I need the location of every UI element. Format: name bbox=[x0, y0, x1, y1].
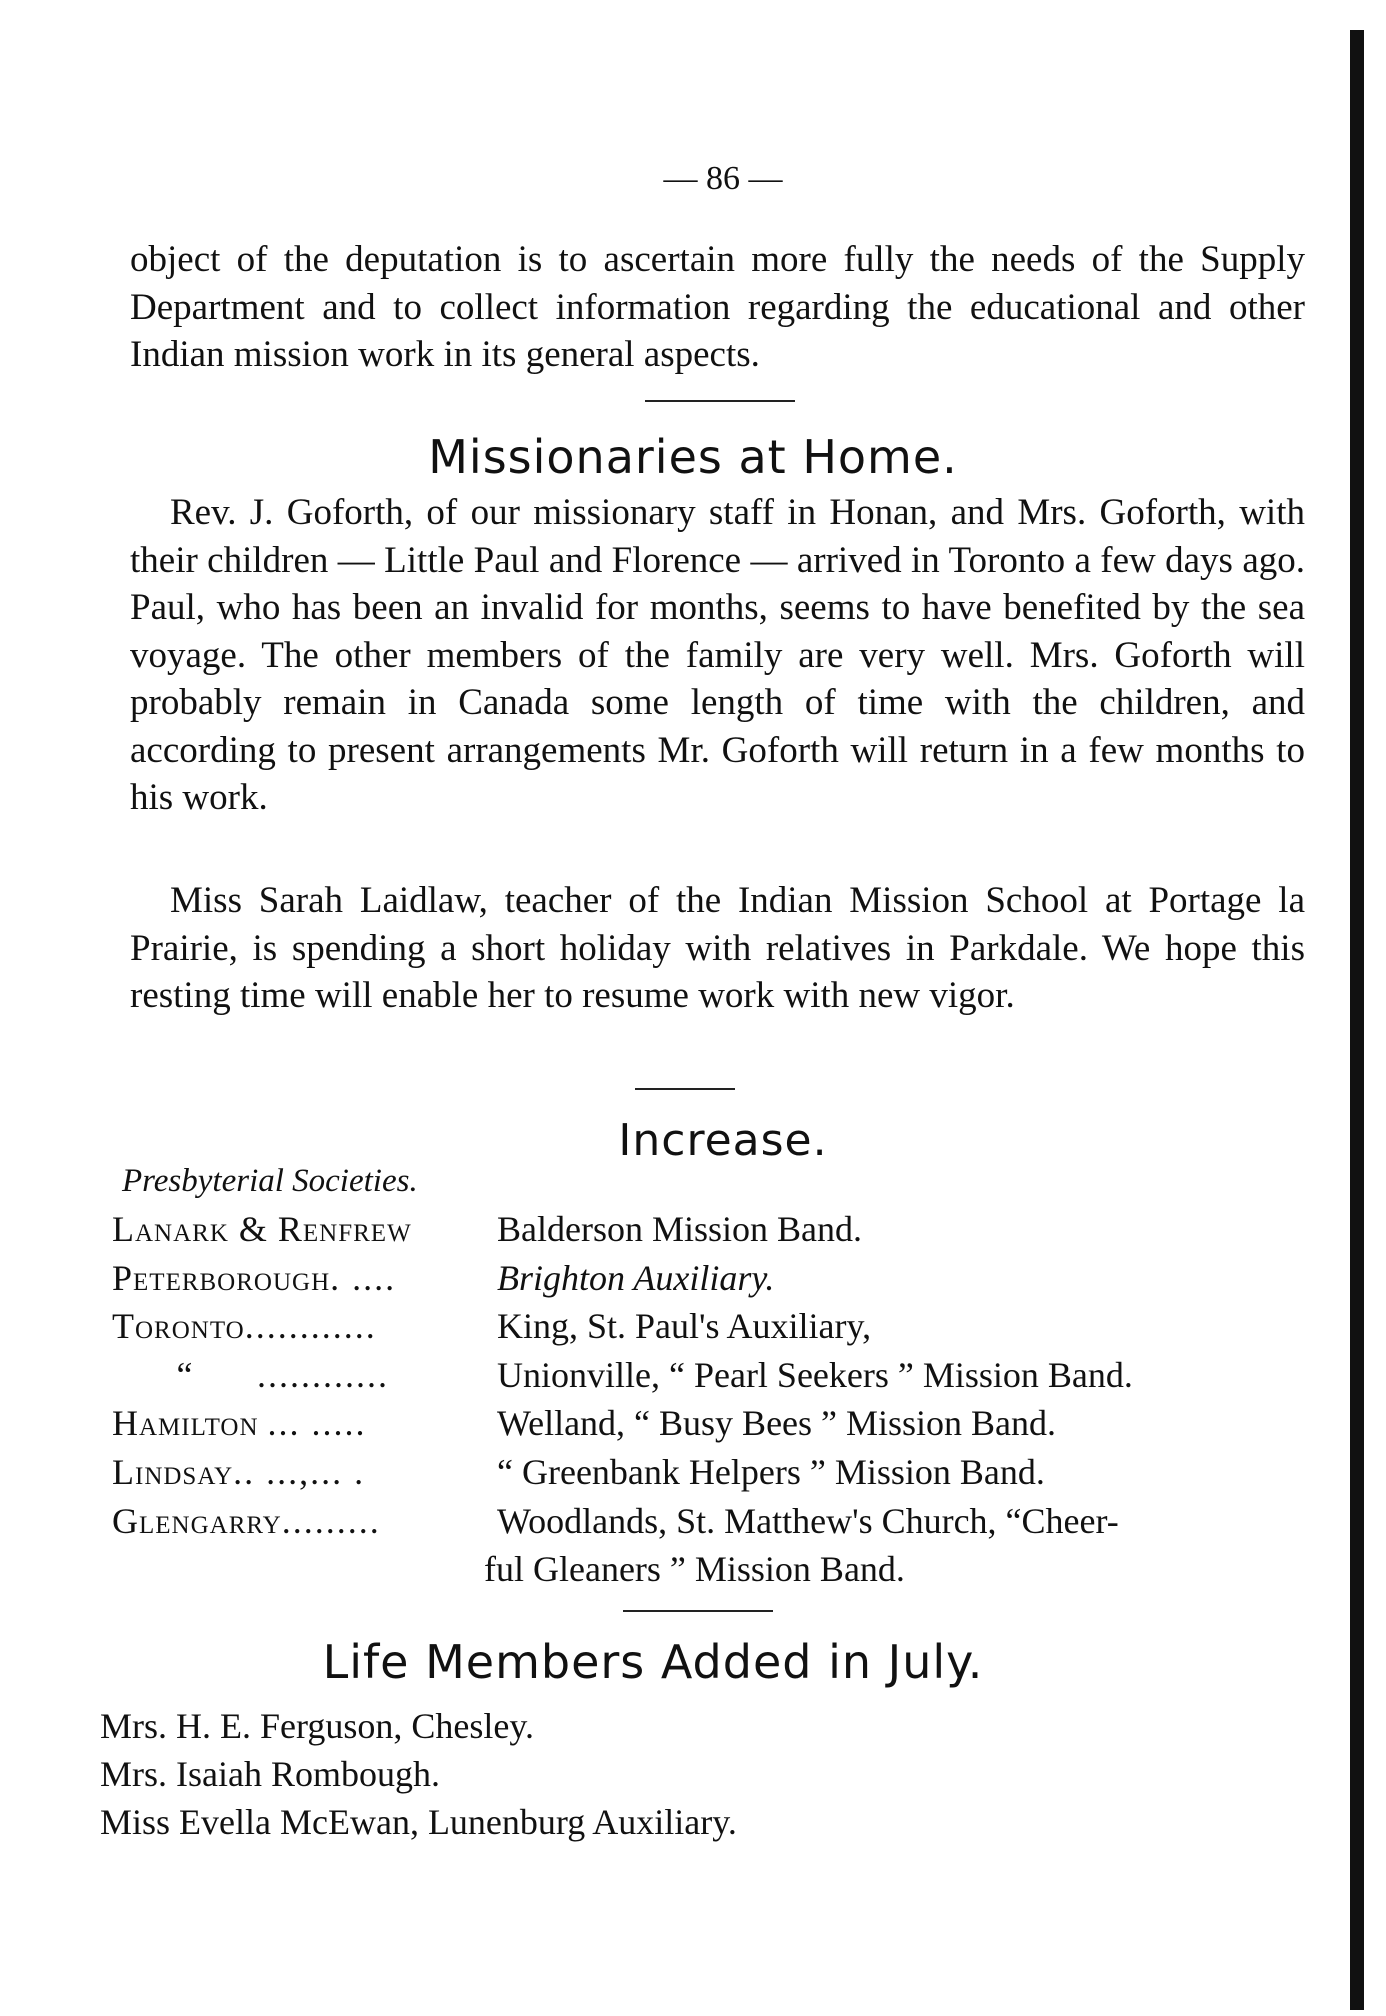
society-name: Lanark & Renfrew bbox=[112, 1209, 412, 1249]
list-item: Mrs. Isaiah Rombough. bbox=[100, 1754, 440, 1794]
list-item bbox=[112, 1257, 775, 1299]
society-entry: King, St. Paul's Auxiliary, bbox=[497, 1306, 872, 1346]
page-edge-bar bbox=[1350, 30, 1364, 2010]
missionaries-paragraph-2: Miss Sarah Laidlaw, teacher of the Indian Mission School at Portage la Prairie, is spending a short holiday with relatives in Parkdale. We hope this resting time will enable her to resume work with new vigor. bbox=[130, 880, 1305, 1016]
leader-dots: ......... bbox=[281, 1501, 381, 1541]
section-divider bbox=[635, 1088, 735, 1090]
list-item: Miss Evella McEwan, Lunenburg Auxiliary. bbox=[100, 1802, 737, 1842]
increase-heading: Increase. bbox=[618, 1115, 828, 1166]
list-item bbox=[112, 1402, 1057, 1444]
society-entry-continued: ful Gleaners ” Mission Band. bbox=[484, 1549, 905, 1589]
list-item bbox=[112, 1354, 1133, 1396]
section-divider bbox=[623, 1610, 773, 1612]
leader-dots: ............ bbox=[257, 1355, 389, 1395]
society-entry: Woodlands, St. Matthew's Church, “Cheer- bbox=[497, 1501, 1119, 1541]
ditto-mark: “ bbox=[176, 1355, 193, 1395]
list-item bbox=[112, 1305, 872, 1347]
society-entry: Unionville, “ Pearl Seekers ” Mission Band. bbox=[497, 1355, 1133, 1395]
life-members-heading: Life Members Added in July. bbox=[322, 1635, 984, 1689]
society-name: Hamilton bbox=[112, 1403, 259, 1443]
list-item: Mrs. H. E. Ferguson, Chesley. bbox=[100, 1706, 534, 1746]
society-entry: Brighton Auxiliary. bbox=[497, 1258, 775, 1298]
section-divider bbox=[645, 400, 795, 402]
leader-dots: ... ..... bbox=[267, 1403, 367, 1443]
leader-dots: . .... bbox=[330, 1258, 397, 1298]
list-item bbox=[112, 1500, 1119, 1542]
intro-paragraph: object of the deputation is to ascertain more fully the needs of the Supply Department and to collect information regarding the educational and other Indian mission work in its general aspects. bbox=[130, 239, 1305, 375]
society-name: Peterborough bbox=[112, 1258, 331, 1298]
list-item bbox=[112, 1451, 1045, 1493]
society-entry: Balderson Mission Band. bbox=[497, 1209, 862, 1249]
society-entry: Welland, “ Busy Bees ” Mission Band. bbox=[497, 1403, 1057, 1443]
society-name: Glengarry bbox=[112, 1501, 282, 1541]
list-item bbox=[112, 1208, 862, 1250]
society-name: Lindsay bbox=[112, 1452, 234, 1492]
leader-dots: .. ...,... . bbox=[233, 1452, 366, 1492]
presbyterial-societies-subheading: Presbyterial Societies. bbox=[122, 1163, 418, 1199]
society-name: Toronto bbox=[112, 1306, 245, 1346]
leader-dots: ............ bbox=[244, 1306, 377, 1346]
missionaries-paragraph-1: Rev. J. Goforth, of our missionary staff in Honan, and Mrs. Goforth, with their children — Little Paul and Florence — arrived in Toronto a few days ago. Paul, who has been an invalid for months, seems to have benefited by the sea voyage. The other members of the family are very well. Mrs. Goforth will probably remain in Canada some length of time with the children, and according to present arrangements Mr. Goforth will return in a few months to his work. bbox=[130, 492, 1305, 818]
page-number: — 86 — bbox=[663, 160, 783, 197]
society-entry: “ Greenbank Helpers ” Mission Band. bbox=[497, 1452, 1045, 1492]
missionaries-heading: Missionaries at Home. bbox=[428, 430, 958, 484]
